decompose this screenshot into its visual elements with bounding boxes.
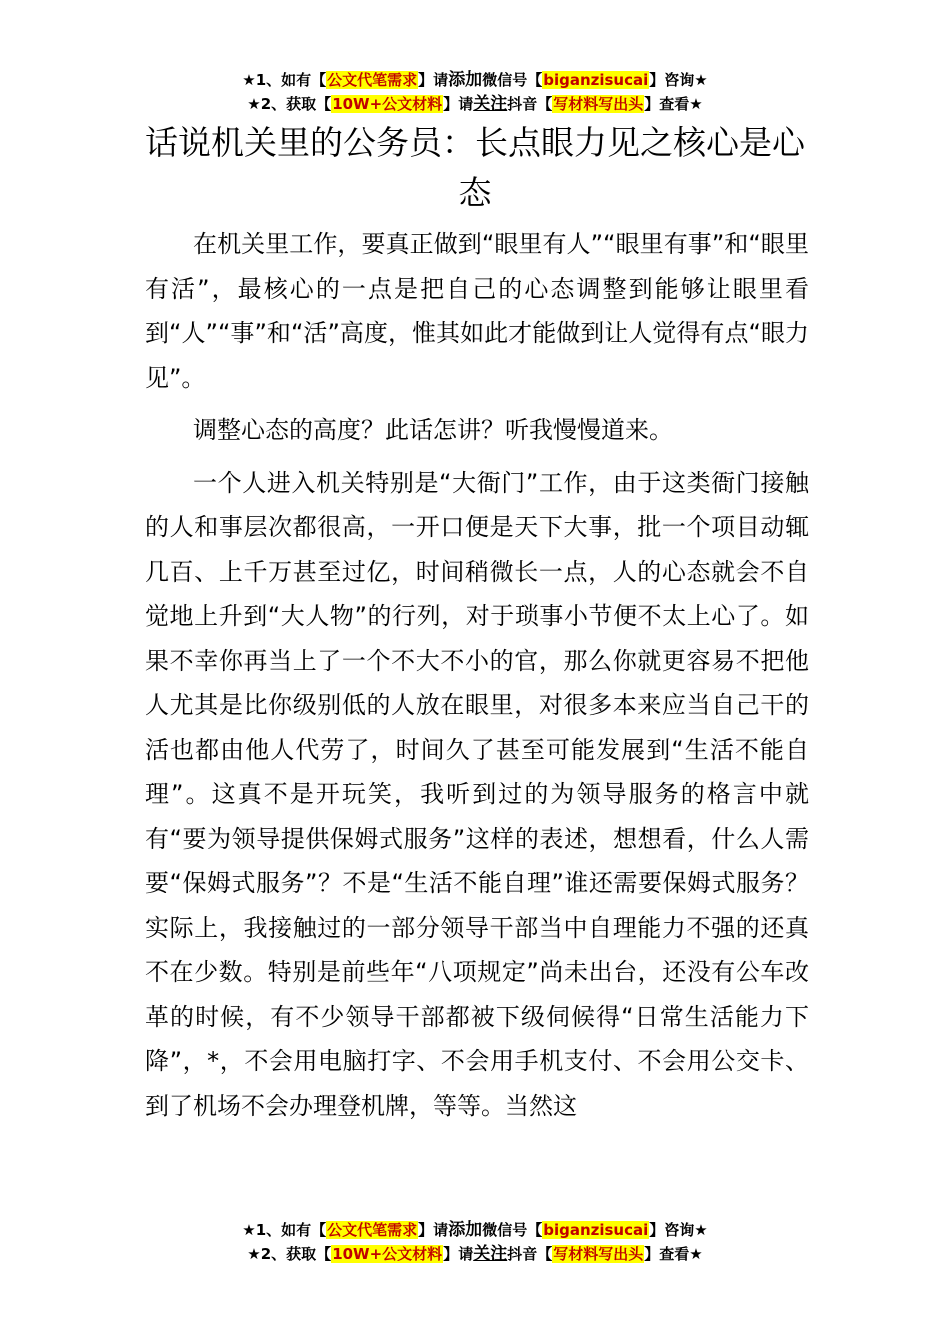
douyin-id-highlight: 写材料写出头 [553,1245,644,1263]
banner-text: 】咨询★ [649,1221,708,1239]
banner-text: ★1、如有【 [242,1221,327,1239]
banner-text: 关注 [473,94,508,114]
banner-text: ★2、获取【 [247,1245,332,1263]
banner-highlight: 10W+公文材料 [332,1245,443,1263]
banner-text: 】查看★ [644,1245,703,1263]
banner-text: 】请 [418,1221,449,1239]
wechat-id-highlight: biganzisucai [543,1221,649,1239]
footer-banner [0,1218,950,1266]
banner-text: 】请 [443,1245,474,1263]
banner-line-1 [0,68,950,92]
banner-highlight: 公文代笔需求 [327,71,418,89]
banner-highlight: 公文代笔需求 [327,1221,418,1239]
banner-text: 】请 [443,95,474,113]
banner-text: 抖音【 [507,95,553,113]
paragraph: 调整心态的高度？此话怎讲？听我慢慢道来。 [193,416,673,444]
banner-text: 添加 [448,1220,483,1240]
banner-text: 】查看★ [644,95,703,113]
paragraph: 一个人进入机关特别是“大衙门”工作，由于这类衙门接触的人和事层次都很高，一开口便是天下大事，批一个项目动辄几百、上千万甚至过亿，时间稍微长一点，人的心态就会不自觉地上升到“大人物”的行列，对于琐事小节便不太上心了。如果不幸你再当上了一个不大不小的官，那么你就更容易不把他人尤其是比你级别低的人放在眼里，对很多本来应当自己干的活也都由他人代劳了，时间久了甚至可能发展到“生活不能自理”。这真不是开玩笑，我听到过的为领导服务的格言中就有“要为领导提供保姆式服务”这样的表述，想想看，什么人需要“保姆式服务”？不是“生活不能自理”谁还需要保姆式服务？实际上，我接触过的一部分领导干部当中自理能力不强的还真不在少数。特别是前些年“八项规定”尚未出台，还没有公车改革的时候，有不少领导干部都被下级伺候得“日常生活能力下降”，*，不会用电脑打字、不会用手机支付、不会用公交卡、到了机场不会办理登机牌，等等。当然这 [145,468,809,1120]
banner-text: 添加 [448,70,483,90]
banner-text: 微信号【 [482,1221,543,1239]
banner-text: 】请 [418,71,449,89]
banner-text: 关注 [473,1244,508,1264]
banner-text: ★2、获取【 [247,95,332,113]
banner-text: 】咨询★ [649,71,708,89]
paragraph: 在机关里工作，要真正做到“眼里有人”“眼里有事”和“眼里有活”，最核心的一点是把自己的心态调整到能够让眼里看到“人”“事”和“活”高度，惟其如此才能做到让人觉得有点“眼力见”。 [145,230,809,392]
banner-text: ★1、如有【 [242,71,327,89]
header-banner [0,68,950,116]
douyin-id-highlight: 写材料写出头 [553,95,644,113]
banner-line-2 [0,92,950,116]
banner-text: 抖音【 [507,1245,553,1263]
banner-line-2 [0,1242,950,1266]
wechat-id-highlight: biganzisucai [543,71,649,89]
document-title: 话说机关里的公务员：长点眼力见之核心是心态 [145,123,805,212]
banner-line-1 [0,1218,950,1242]
banner-highlight: 10W+公文材料 [332,95,443,113]
banner-text: 微信号【 [482,71,543,89]
document-body [145,222,809,1136]
